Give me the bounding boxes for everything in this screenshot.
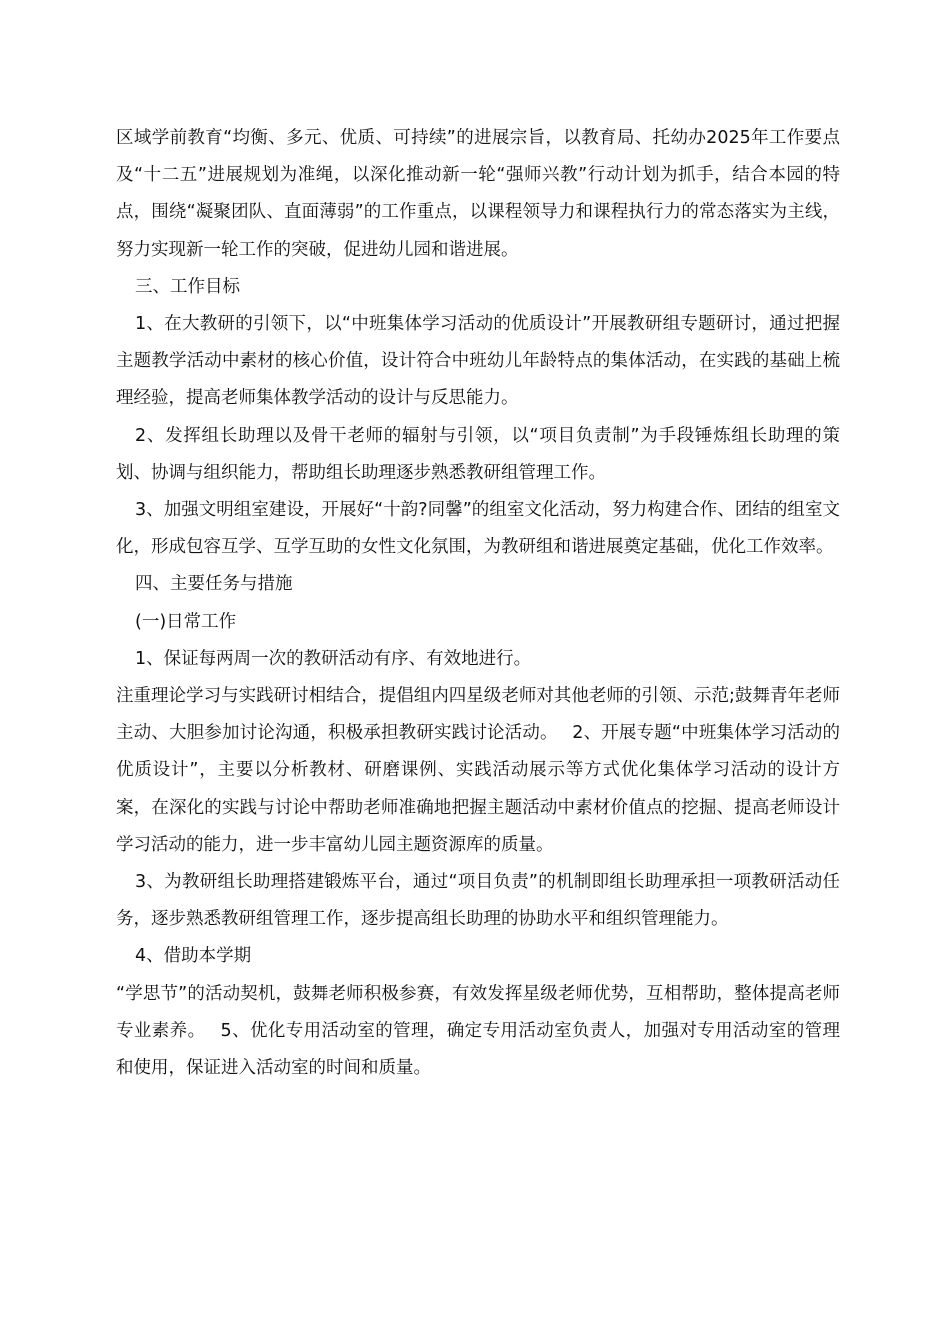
paragraph-goal-1: 1、在大教研的引领下，以“中班集体学习活动的优质设计”开展教研组专题研讨，通过把握主题教学活动中素材的核心价值，设计符合中班幼儿年龄特点的集体活动，在实践的基础上梳理经验，提高老师集体教学活动的设计与反思能力。 xyxy=(116,314,840,409)
paragraph-task-4-detail: “学思节”的活动契机，鼓舞老师积极参赛，有效发挥星级老师优势，互相帮助，整体提高老师专业素养。 5、优化专用活动室的管理，确定专用活动室负责人，加强对专用活动室的管理和使用，保证进入活动室的时间和质量。 xyxy=(116,983,840,1079)
heading-daily-work: (一)日常工作 xyxy=(135,611,237,632)
paragraph-goal-2: 2、发挥组长助理以及骨干老师的辐射与引领，以“项目负责制”为手段锤炼组长助理的策划、协调与组织能力，帮助组长助理逐步熟悉教研组管理工作。 xyxy=(116,425,840,483)
document-body xyxy=(116,120,840,1087)
heading-main-tasks: 四、主要任务与措施 xyxy=(135,574,293,595)
paragraph-task-1: 1、保证每两周一次的教研活动有序、有效地进行。 xyxy=(135,648,532,669)
paragraph-task-4: 4、借助本学期 xyxy=(135,946,252,967)
paragraph-goal-3: 3、加强文明组室建设，开展好“十韵?同馨”的组室文化活动，努力构建合作、团结的组室文化，形成包容互学、互学互助的女性文化氛围，为教研组和谐进展奠定基础，优化工作效率。 xyxy=(116,500,840,558)
paragraph-task-3: 3、为教研组长助理搭建锻炼平台，通过“项目负责”的机制即组长助理承担一项教研活动任务，逐步熟悉教研组管理工作，逐步提高组长助理的协助水平和组织管理能力。 xyxy=(116,872,840,930)
paragraph-intro: 区域学前教育“均衡、多元、优质、可持续”的进展宗旨，以教育局、托幼办2025年工作要点及“十二五”进展规划为准绳，以深化推动新一轮“强师兴教”行动计划为抓手，结合本园的特点，围绕“凝聚团队、直面薄弱”的工作重点，以课程领导力和课程执行力的常态落实为主线，努力实现新一轮工作的突破，促进幼儿园和谐进展。 xyxy=(116,128,840,260)
heading-work-goals: 三、工作目标 xyxy=(135,276,240,297)
paragraph-task-1-detail: 注重理论学习与实践研讨相结合，提倡组内四星级老师对其他老师的引领、示范;鼓舞青年老师主动、大胆参加讨论沟通，积极承担教研实践讨论活动。 2、开展专题“中班集体学习活动的优质设计”，主要以分析教材、研磨课例、实践活动展示等方式优化集体学习活动的设计方案，在深化的实践与讨论中帮助老师准确地把握主题活动中素材价值点的挖掘、提高老师设计学习活动的能力，进一步丰富幼儿园主题资源库的质量。 xyxy=(116,686,840,855)
